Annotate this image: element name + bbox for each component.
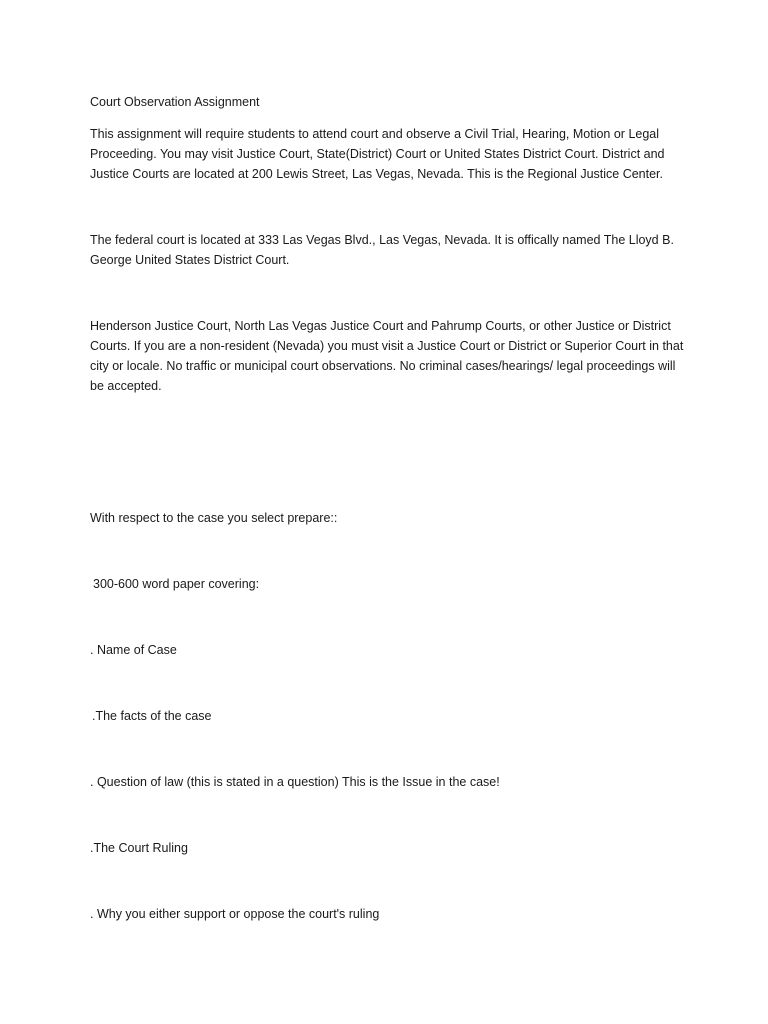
list-item-court-ruling: .The Court Ruling <box>90 841 188 855</box>
paragraph-assignment-overview: This assignment will require students to attend court and observe a Civil Trial, Hearing, Motion or Legal Proceeding. You may visit Justice Court, State(District) Court or United States District Court. District and Justice Courts are located at 200 Lewis Street, Las Vegas, Nevada. This is the Regional Justice Center. <box>90 127 665 181</box>
paragraph-federal-court: The federal court is located at 333 Las Vegas Blvd., Las Vegas, Nevada. It is offically named The Lloyd B. George United States District Court. <box>90 233 674 267</box>
paragraph-other-courts: Henderson Justice Court, North Las Vegas Justice Court and Pahrump Courts, or other Justice or District Courts. If you are a non-resident (Nevada) you must visit a Justice Court or District or Superior Court in that city or locale. No traffic or municipal court observations. No criminal cases/hearings/ legal proceedings will be accepted. <box>90 319 684 393</box>
list-item-facts: .The facts of the case <box>92 709 212 723</box>
list-item-question-of-law: . Question of law (this is stated in a question) This is the Issue in the case! <box>90 775 500 789</box>
respect-line: With respect to the case you select prepare:: <box>90 511 338 525</box>
word-count-line: 300-600 word paper covering: <box>93 577 260 591</box>
list-item-support-or-oppose: . Why you either support or oppose the court's ruling <box>90 907 380 921</box>
list-item-name-of-case: . Name of Case <box>90 643 177 657</box>
document-title: Court Observation Assignment <box>90 95 260 109</box>
